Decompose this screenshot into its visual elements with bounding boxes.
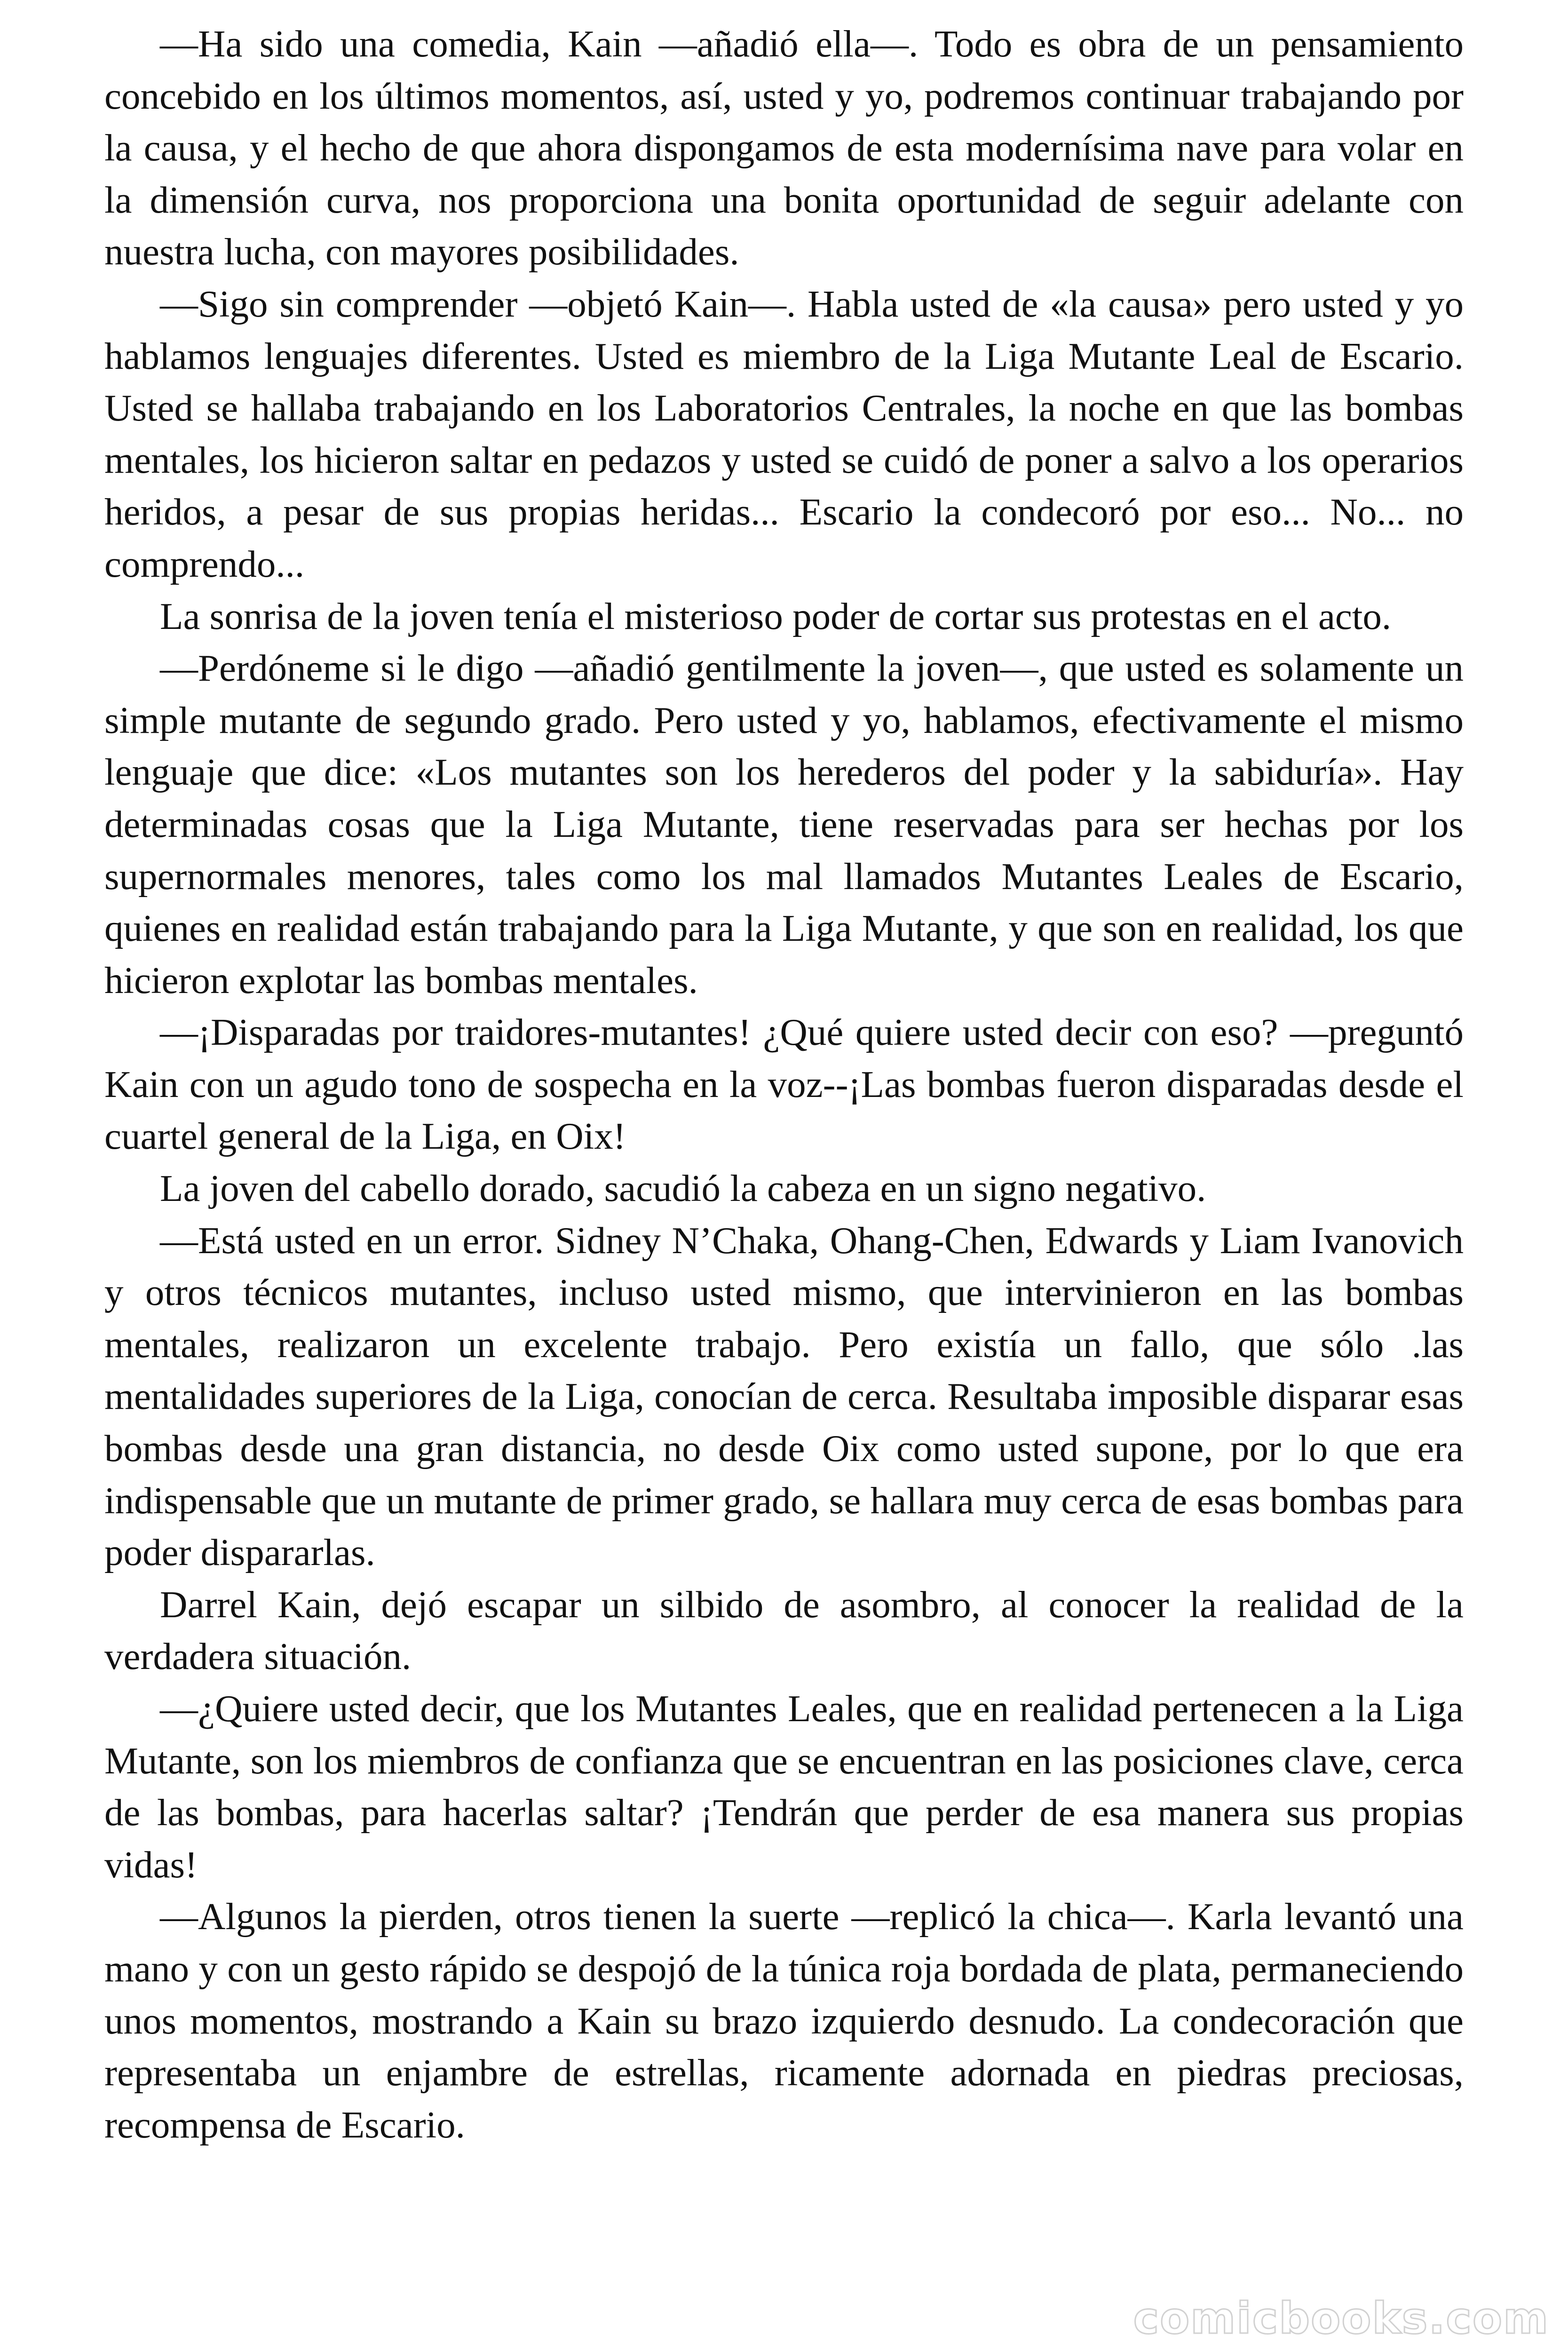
paragraph-2: —Sigo sin comprender —objetó Kain—. Habla usted de «la causa» pero usted y yo hablamos lenguajes diferentes. Usted es miembro de la Liga Mutante Leal de Escario. Usted se hallaba trabajando en los Laboratorios Centrales, la noche en que las bombas mentales, los hicieron saltar en pedazos y usted se cuidó de poner a salvo a los operarios heridos, a pesar de sus propias heridas... Escario la condecoró por eso... No... no comprendo... [104,282,1464,585]
watermark-logo: comicbooks.com [1133,2293,1549,2344]
paragraph-9: —¿Quiere usted decir, que los Mutantes Leales, que en realidad pertenecen a la Liga Mutante, son los miembros de confianza que se encuentran en las posiciones clave, cerca de las bombas, para hacerlas saltar? ¡Tendrán que perder de esa manera sus propias vidas! [104,1687,1464,1886]
paragraph-4: —Perdóneme si le digo —añadió gentilmente la joven—, que usted es solamente un simple mutante de segundo grado. Pero usted y yo, hablamos, efectivamente el mismo lenguaje que dice: «Los mutantes son los herederos del poder y la sabiduría». Hay determinadas cosas que la Liga Mutante, tiene reservadas para ser hechas por los supernormales menores, tales como los mal llamados Mutantes Leales de Escario, quienes en realidad están trabajando para la Liga Mutante, y que son en realidad, los que hicieron explotar las bombas mentales. [104,647,1464,1001]
paragraph-6: La joven del cabello dorado, sacudió la cabeza en un signo negativo. [160,1167,1206,1210]
paragraph-7: —Está usted en un error. Sidney N’Chaka, Ohang-Chen, Edwards y Liam Ivanovich y otros técnicos mutantes, incluso usted mismo, que intervinieron en las bombas mentales, realizaron un excelente trabajo. Pero existía un fallo, que sólo .las mentalidades superiores de la Liga, conocían de cerca. Resultaba imposible disparar esas bombas desde una gran distancia, no desde Oix como usted supone, por lo que era indispensable que un mutante de primer grado, se hallara muy cerca de esas bombas para poder dispararlas. [104,1219,1464,1574]
paragraph-5: —¡Disparadas por traidores-mutantes! ¿Qué quiere usted decir con eso? —preguntó Kain con un agudo tono de sospecha en la voz--¡Las bombas fueron disparadas desde el cuartel general de la Liga, en Oix! [104,1011,1464,1158]
paragraph-3: La sonrisa de la joven tenía el misterioso poder de cortar sus protestas en el acto. [160,595,1392,637]
paragraph-8: Darrel Kain, dejó escapar un silbido de asombro, al conocer la realidad de la verdadera situación. [104,1583,1464,1678]
paragraph-10: —Algunos la pierden, otros tienen la suerte —replicó la chica—. Karla levantó una mano y con un gesto rápido se despojó de la túnica roja bordada de plata, permaneciendo unos momentos, mostrando a Kain su brazo izquierdo desnudo. La condecoración que representaba un enjambre de estrellas, ricamente adornada en piedras preciosas, recompensa de Escario. [104,1895,1464,2146]
page-text [104,18,1464,2151]
paragraph-1: —Ha sido una comedia, Kain —añadió ella—. Todo es obra de un pensamiento concebido en los últimos momentos, así, usted y yo, podremos continuar trabajando por la causa, y el hecho de que ahora dispongamos de esta modernísima nave para volar en la dimensión curva, nos proporciona una bonita oportunidad de seguir adelante con nuestra lucha, con mayores posibilidades. [104,23,1464,273]
